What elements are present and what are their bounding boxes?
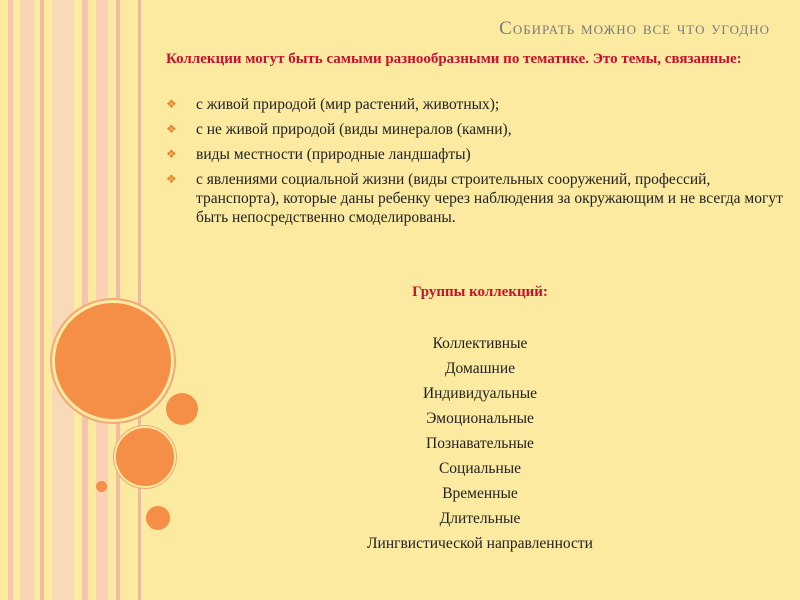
decorative-circle-tiny xyxy=(96,481,107,492)
diamond-bullet-icon: ❖ xyxy=(166,97,177,111)
groups-heading: Группы коллекций: xyxy=(412,284,548,300)
stripe xyxy=(8,0,13,600)
list-item: Индивидуальные xyxy=(422,385,538,402)
diamond-bullet-icon: ❖ xyxy=(166,172,177,186)
list-item xyxy=(160,120,792,139)
list-item: Длительные xyxy=(439,510,521,527)
list-item: Коллективные xyxy=(432,335,528,352)
diamond-bullet-icon: ❖ xyxy=(166,147,177,161)
decorative-circle-large xyxy=(52,300,174,422)
topics-list xyxy=(160,95,792,233)
intro-text: Коллекции могут быть самыми разнообразными по тематике. Это темы, связанные: xyxy=(166,51,742,67)
list-item: Лингвистической направленности xyxy=(367,535,593,552)
list-item: Эмоциональные xyxy=(426,410,534,427)
slide-title: Собирать можно все что угодно xyxy=(499,18,770,39)
list-item-text: с явлениями социальной жизни (виды строительных сооружений, профессий, транспорта), которые даны ребенку через наблюдения за окружающим и не всегда могут быть непосредственно смоделированы. xyxy=(196,171,783,226)
list-item: Домашние xyxy=(444,360,515,377)
list-item-text: с не живой природой (виды минералов (камни), xyxy=(196,121,512,138)
list-item xyxy=(160,95,792,114)
stripe xyxy=(82,0,88,600)
list-item: Временные xyxy=(442,485,518,502)
list-item: Социальные xyxy=(438,460,522,477)
groups-list xyxy=(160,331,800,556)
list-item: Познавательные xyxy=(426,435,534,452)
stripe xyxy=(40,0,44,600)
stripe xyxy=(20,0,34,600)
decorative-stripes xyxy=(0,0,160,600)
diamond-bullet-icon: ❖ xyxy=(166,122,177,136)
list-item xyxy=(160,170,792,227)
list-item xyxy=(160,145,792,164)
frame-line xyxy=(138,0,141,600)
stripe xyxy=(52,0,74,600)
list-item-text: с живой природой (мир растений, животных); xyxy=(196,96,500,113)
list-item-text: виды местности (природные ландшафты) xyxy=(196,146,471,163)
